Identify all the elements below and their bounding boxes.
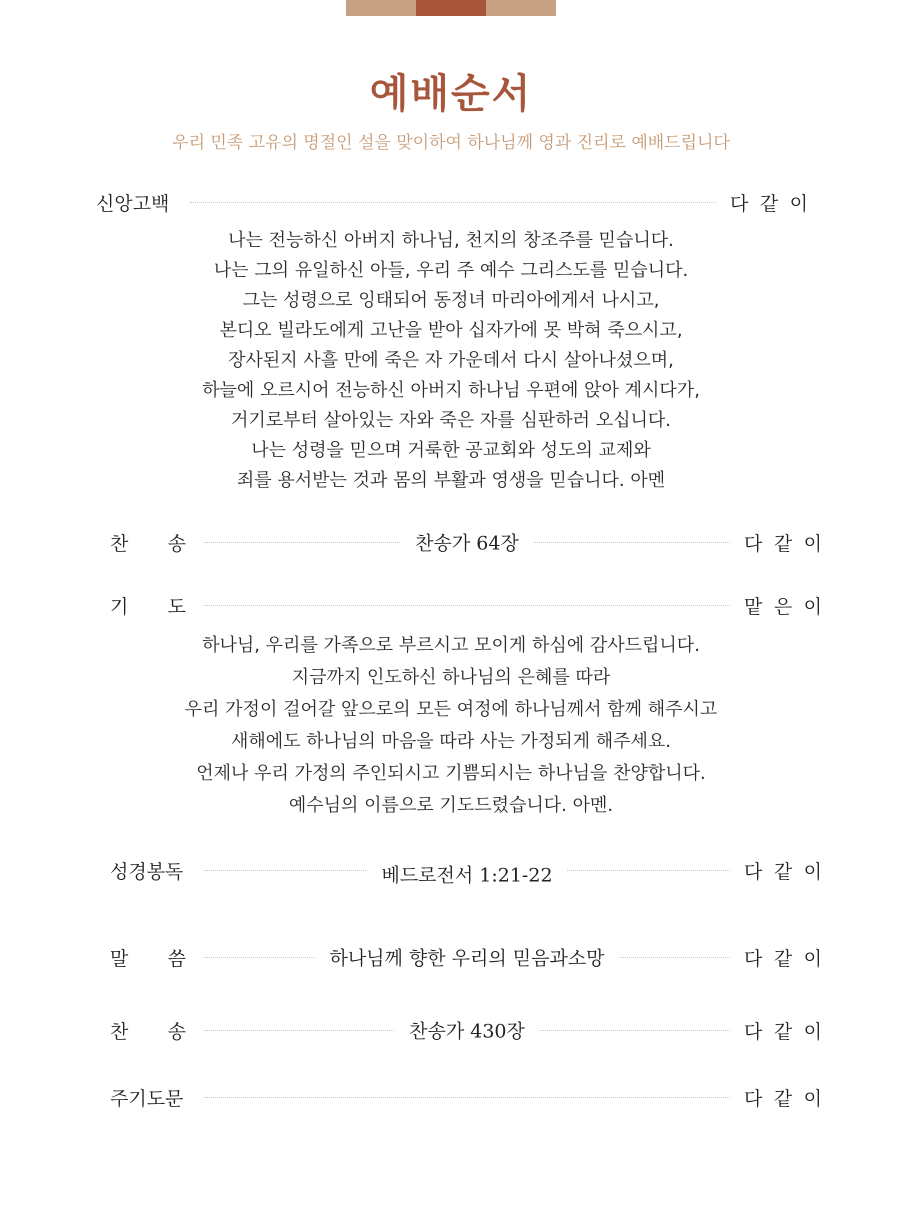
item-label <box>96 189 172 216</box>
order-item-scripture <box>110 852 822 888</box>
label-char: 송 <box>167 532 186 555</box>
item-responder <box>744 1017 822 1044</box>
label-char: 씀 <box>167 947 186 970</box>
order-item-sermon <box>110 939 822 975</box>
text-line: 새해에도 하나님의 마음을 따라 사는 가정되게 해주세요. <box>231 731 671 752</box>
responder-char: 같 <box>773 860 793 883</box>
top-bar-right <box>486 0 556 16</box>
text-line: 우리 가정이 걸어갈 앞으로의 모든 여정에 하나님께서 함께 해주시고 <box>184 699 718 720</box>
responder-char: 다 <box>730 192 749 215</box>
scripture-reference: 베드로전서 1:21-22 <box>367 860 566 887</box>
text-line: 본디오 빌라도에게 고난을 받아 십자가에 못 박혀 죽으시고, <box>219 320 683 341</box>
responder-char: 다 <box>744 1020 763 1043</box>
responder-char: 같 <box>773 1020 793 1043</box>
order-item-hymn-2 <box>110 1012 822 1048</box>
label-char: 기 <box>110 595 129 618</box>
hymn-number: 찬송가 430장 <box>395 1016 539 1043</box>
order-item-lords-prayer <box>110 1079 822 1115</box>
responder-char: 이 <box>789 192 808 215</box>
text-line: 장사된지 사흘 만에 죽은 자 가운데서 다시 살아나셨으며, <box>228 350 674 371</box>
item-responder <box>744 944 822 971</box>
order-item-prayer <box>110 587 822 623</box>
label-char: 찬 <box>110 1020 129 1043</box>
dotted-leader <box>204 605 730 606</box>
dotted-leader <box>204 864 730 886</box>
item-label <box>110 857 186 884</box>
responder-char: 이 <box>803 1020 822 1043</box>
responder-char: 맡 <box>744 595 763 618</box>
top-decor-bar <box>346 0 556 16</box>
text-line: 지금까지 인도하신 하나님의 은혜를 따라 <box>291 667 611 688</box>
responder-char: 이 <box>803 532 822 555</box>
item-responder <box>744 592 822 619</box>
dotted-leader <box>204 532 730 554</box>
responder-char: 은 <box>773 595 793 618</box>
text-line: 언제나 우리 가정의 주인되시고 기쁨되시는 하나님을 찬양합니다. <box>196 763 706 784</box>
responder-char: 이 <box>803 860 822 883</box>
item-label <box>110 529 186 556</box>
item-label <box>110 592 186 619</box>
item-responder <box>730 189 808 216</box>
responder-char: 같 <box>773 1087 793 1110</box>
dotted-leader <box>204 947 730 969</box>
label-char: 찬 <box>110 532 129 555</box>
item-responder <box>744 529 822 556</box>
responder-char: 이 <box>803 595 822 618</box>
item-label <box>110 1017 186 1044</box>
label-char: 도 <box>167 595 186 618</box>
label-char: 송 <box>167 1020 186 1043</box>
text-line: 나는 전능하신 아버지 하나님, 천지의 창조주를 믿습니다. <box>228 230 674 251</box>
order-item-creed <box>96 184 808 220</box>
responder-char: 다 <box>744 947 763 970</box>
top-bar-left <box>346 0 416 16</box>
dotted-leader <box>190 202 716 203</box>
item-label-text: 주기도문 <box>110 1087 184 1110</box>
text-line: 거기로부터 살아있는 자와 죽은 자를 심판하러 오십니다. <box>231 410 671 431</box>
item-responder <box>744 857 822 884</box>
responder-char: 다 <box>744 532 763 555</box>
item-label-text: 성경봉독 <box>110 860 184 883</box>
responder-char: 다 <box>744 860 763 883</box>
text-line: 나는 그의 유일하신 아들, 우리 주 예수 그리스도를 믿습니다. <box>213 260 689 281</box>
responder-char: 같 <box>773 532 793 555</box>
text-line: 그는 성령으로 잉태되어 동정녀 마리아에게서 나시고, <box>242 290 660 311</box>
responder-char: 같 <box>759 192 779 215</box>
top-bar-center <box>416 0 486 16</box>
responder-char: 다 <box>744 1087 763 1110</box>
text-line: 나는 성령을 믿으며 거룩한 공교회와 성도의 교제와 <box>251 440 651 461</box>
responder-char: 같 <box>773 947 793 970</box>
dotted-leader <box>204 1020 730 1042</box>
order-item-hymn-1 <box>110 524 822 560</box>
responder-char: 이 <box>803 1087 822 1110</box>
dotted-leader <box>204 1097 730 1098</box>
page-subtitle: 우리 민족 고유의 명절인 설을 맞이하여 하나님께 영과 진리로 예배드립니다 <box>172 133 730 153</box>
item-label-text: 신앙고백 <box>96 192 170 215</box>
page-title: 예배순서 <box>369 71 533 117</box>
text-line: 예수님의 이름으로 기도드렸습니다. 아멘. <box>288 795 614 816</box>
text-line: 하나님, 우리를 가족으로 부르시고 모이게 하심에 감사드립니다. <box>202 635 700 656</box>
prayer-text <box>0 630 902 822</box>
item-responder <box>744 1084 822 1111</box>
text-line: 하늘에 오르시어 전능하신 아버지 하나님 우편에 앉아 계시다가, <box>202 380 700 401</box>
item-label <box>110 1084 186 1111</box>
item-label <box>110 944 186 971</box>
creed-text <box>0 226 902 496</box>
label-char: 말 <box>110 947 129 970</box>
hymn-number: 찬송가 64장 <box>401 528 533 555</box>
responder-char: 이 <box>803 947 822 970</box>
text-line: 죄를 용서받는 것과 몸의 부활과 영생을 믿습니다. 아멘 <box>236 470 666 491</box>
sermon-title: 하나님께 향한 우리의 믿음과소망 <box>315 943 618 970</box>
